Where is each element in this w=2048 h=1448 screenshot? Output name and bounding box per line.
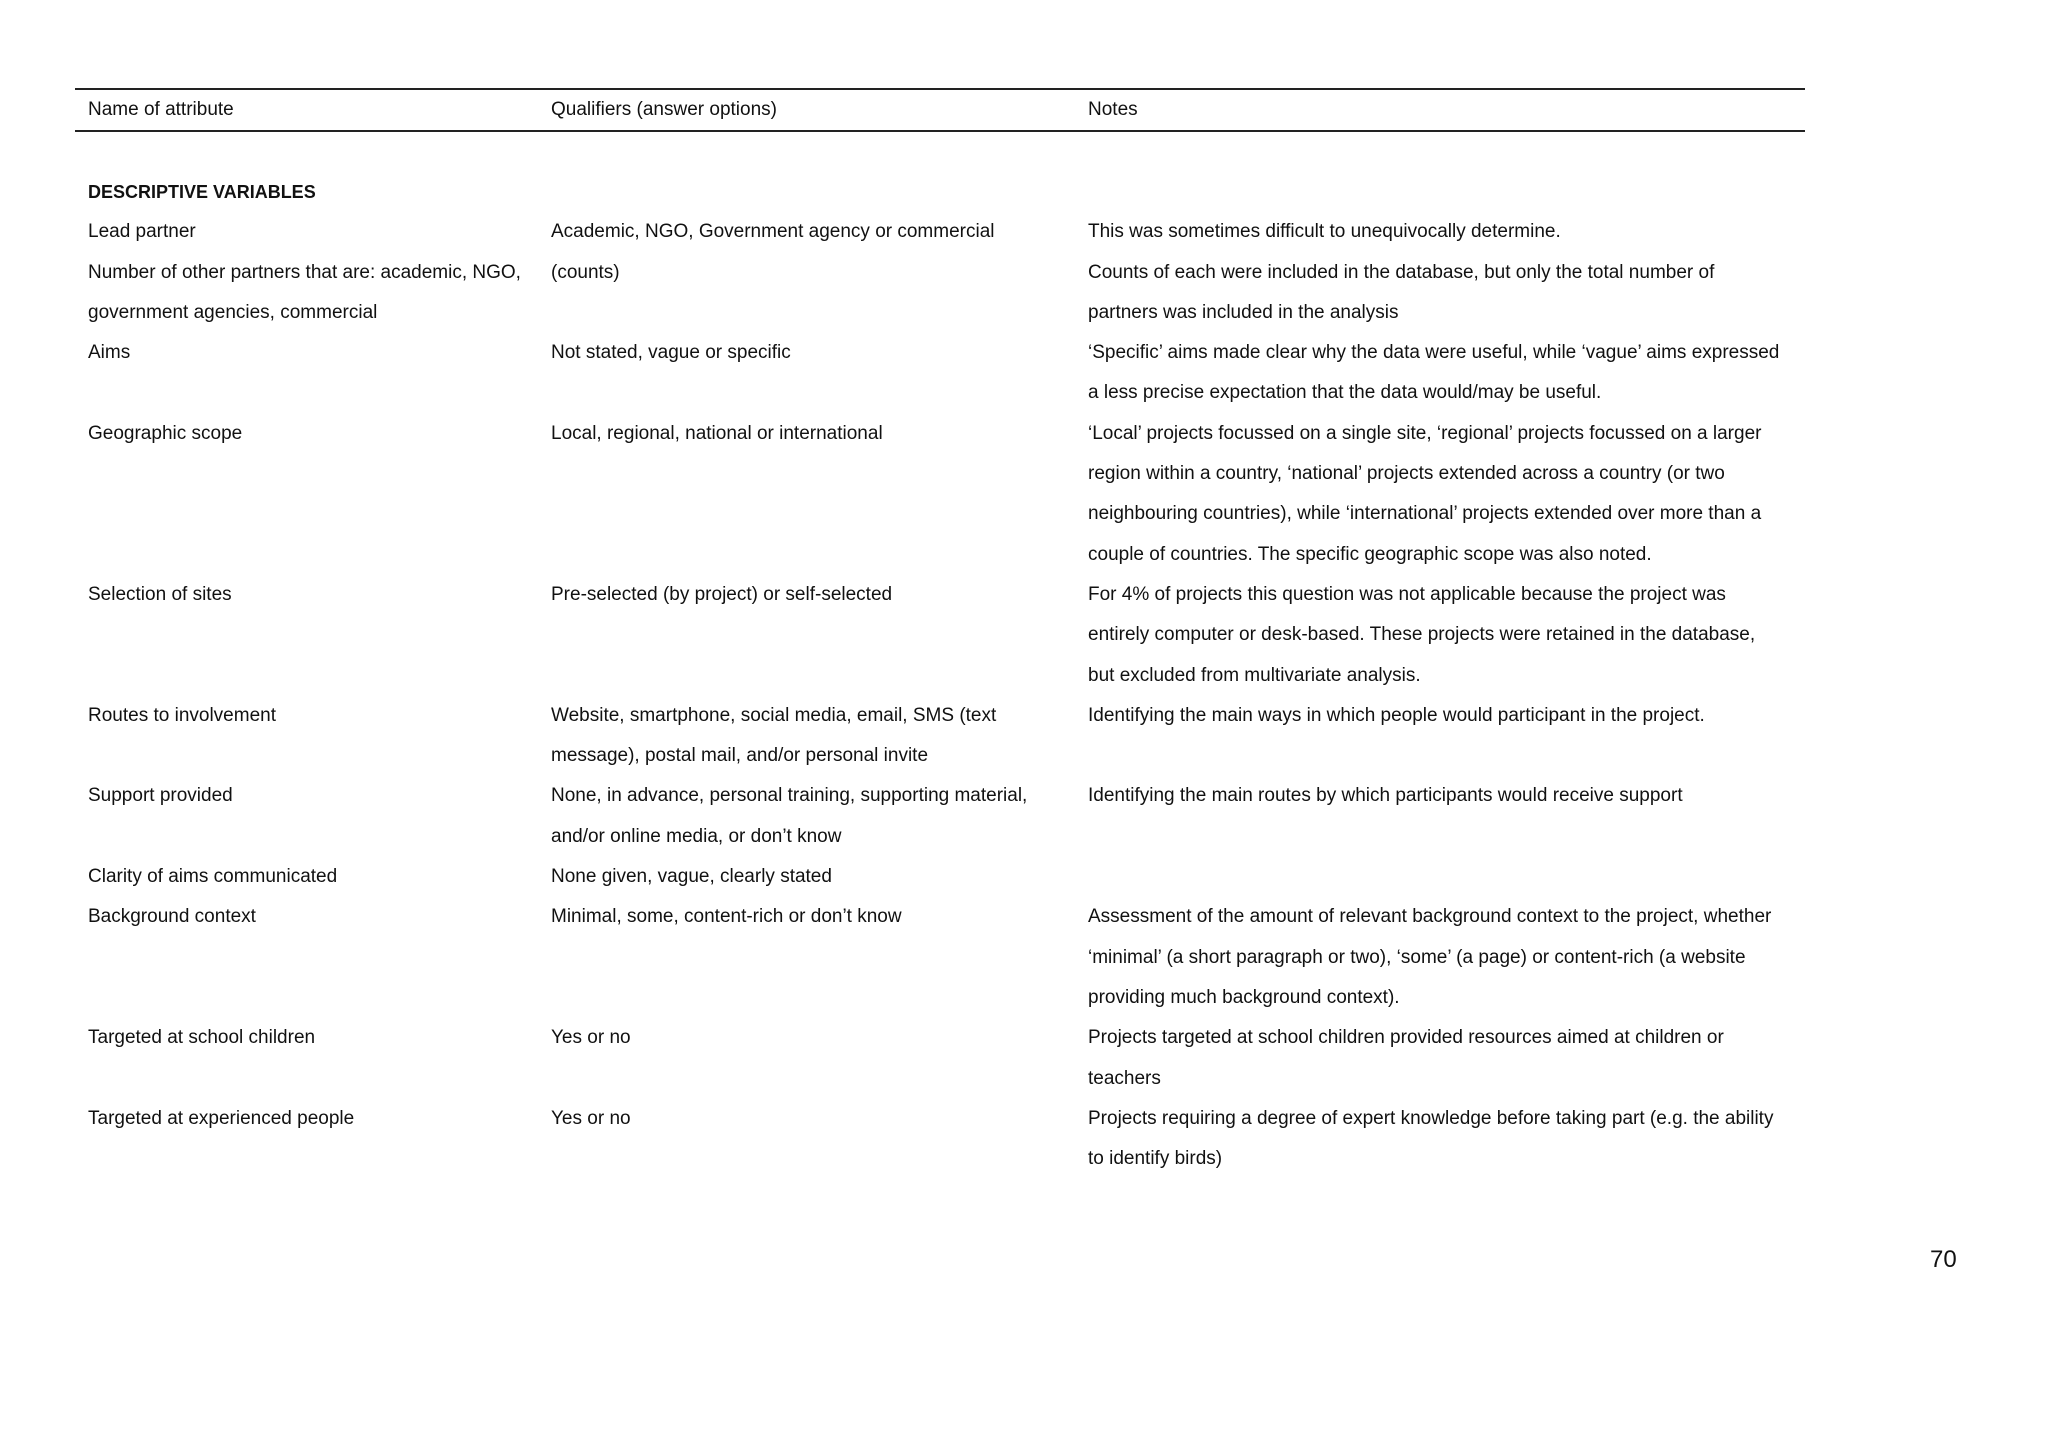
table-header-row — [75, 90, 1805, 130]
cell-attribute: Support provided — [88, 785, 233, 807]
cell-qualifiers: Yes or no — [551, 1107, 631, 1129]
cell-attribute: Targeted at experienced people — [88, 1107, 355, 1129]
table-row — [75, 333, 1805, 414]
cell-attribute: Clarity of aims communicated — [88, 866, 338, 888]
table-row — [75, 776, 1805, 857]
cell-attribute: Targeted at school children — [88, 1027, 316, 1049]
cell-qualifiers: Not stated, vague or specific — [551, 342, 791, 364]
table-row — [75, 1099, 1805, 1180]
table-row — [75, 857, 1805, 897]
cell-qualifiers: Pre-selected (by project) or self-selected — [551, 583, 893, 605]
cell-qualifiers: None given, vague, clearly stated — [551, 866, 832, 888]
table-row — [75, 253, 1805, 334]
cell-notes: Projects targeted at school children provided resources aimed at children or teachers — [1088, 1027, 1724, 1089]
cell-attribute: Lead partner — [88, 221, 196, 243]
cell-qualifiers: None, in advance, personal training, supporting material, and/or online media, or don’t know — [551, 785, 1028, 847]
header-notes: Notes — [1088, 99, 1138, 120]
table-row — [75, 212, 1805, 252]
cell-qualifiers: (counts) — [551, 261, 620, 283]
cell-notes: Counts of each were included in the database, but only the total number of partners was included in the analysis — [1088, 261, 1715, 323]
table-row — [75, 696, 1805, 777]
cell-notes: For 4% of projects this question was not applicable because the project was entirely computer or desk-based. These projects were retained in the database, but excluded from multivariate analysis. — [1088, 583, 1756, 686]
cell-attribute: Aims — [88, 342, 131, 364]
attributes-table — [75, 88, 1805, 1179]
section-title: DESCRIPTIVE VARIABLES — [88, 182, 316, 202]
table-rows — [75, 212, 1805, 1179]
cell-notes — [1075, 857, 1805, 897]
cell-attribute: Geographic scope — [88, 422, 243, 444]
cell-attribute: Routes to involvement — [88, 704, 276, 726]
cell-qualifiers: Yes or no — [551, 1027, 631, 1049]
page-number: 70 — [1930, 1246, 1957, 1273]
cell-qualifiers: Minimal, some, content-rich or don’t know — [551, 906, 902, 928]
cell-notes: Identifying the main ways in which people would participant in the project. — [1088, 704, 1705, 726]
cell-qualifiers: Academic, NGO, Government agency or commercial — [551, 221, 995, 243]
cell-attribute: Number of other partners that are: academic, NGO, government agencies, commercial — [88, 261, 521, 323]
header-qualifiers: Qualifiers (answer options) — [551, 99, 777, 120]
cell-notes: Assessment of the amount of relevant background context to the project, whether ‘minimal’ (a short paragraph or two), ‘some’ (a page) or content-rich (a website providing much background context). — [1088, 906, 1772, 1008]
cell-attribute: Selection of sites — [88, 583, 232, 605]
cell-notes: Identifying the main routes by which participants would receive support — [1088, 785, 1683, 807]
table-row — [75, 897, 1805, 1018]
table-body — [75, 132, 1805, 1179]
cell-notes: This was sometimes difficult to unequivocally determine. — [1088, 221, 1561, 243]
cell-notes: ‘Specific’ aims made clear why the data were useful, while ‘vague’ aims expressed a less precise expectation that the data would/may be useful. — [1088, 342, 1780, 404]
header-attribute: Name of attribute — [88, 99, 234, 120]
cell-qualifiers: Website, smartphone, social media, email, SMS (text message), postal mail, and/or personal invite — [551, 704, 997, 767]
table-row — [75, 1018, 1805, 1099]
cell-notes: ‘Local’ projects focussed on a single site, ‘regional’ projects focussed on a larger region within a country, ‘national’ projects extended across a country (or two neighbouring countries), while ‘international’ projects extended over more than a couple of countries. The specific geographic scope was also noted. — [1088, 422, 1762, 565]
cell-notes: Projects requiring a degree of expert knowledge before taking part (e.g. the ability to identify birds) — [1088, 1107, 1774, 1170]
cell-attribute: Background context — [88, 906, 256, 928]
table-row — [75, 414, 1805, 575]
cell-qualifiers: Local, regional, national or international — [551, 422, 883, 444]
table-row — [75, 575, 1805, 696]
